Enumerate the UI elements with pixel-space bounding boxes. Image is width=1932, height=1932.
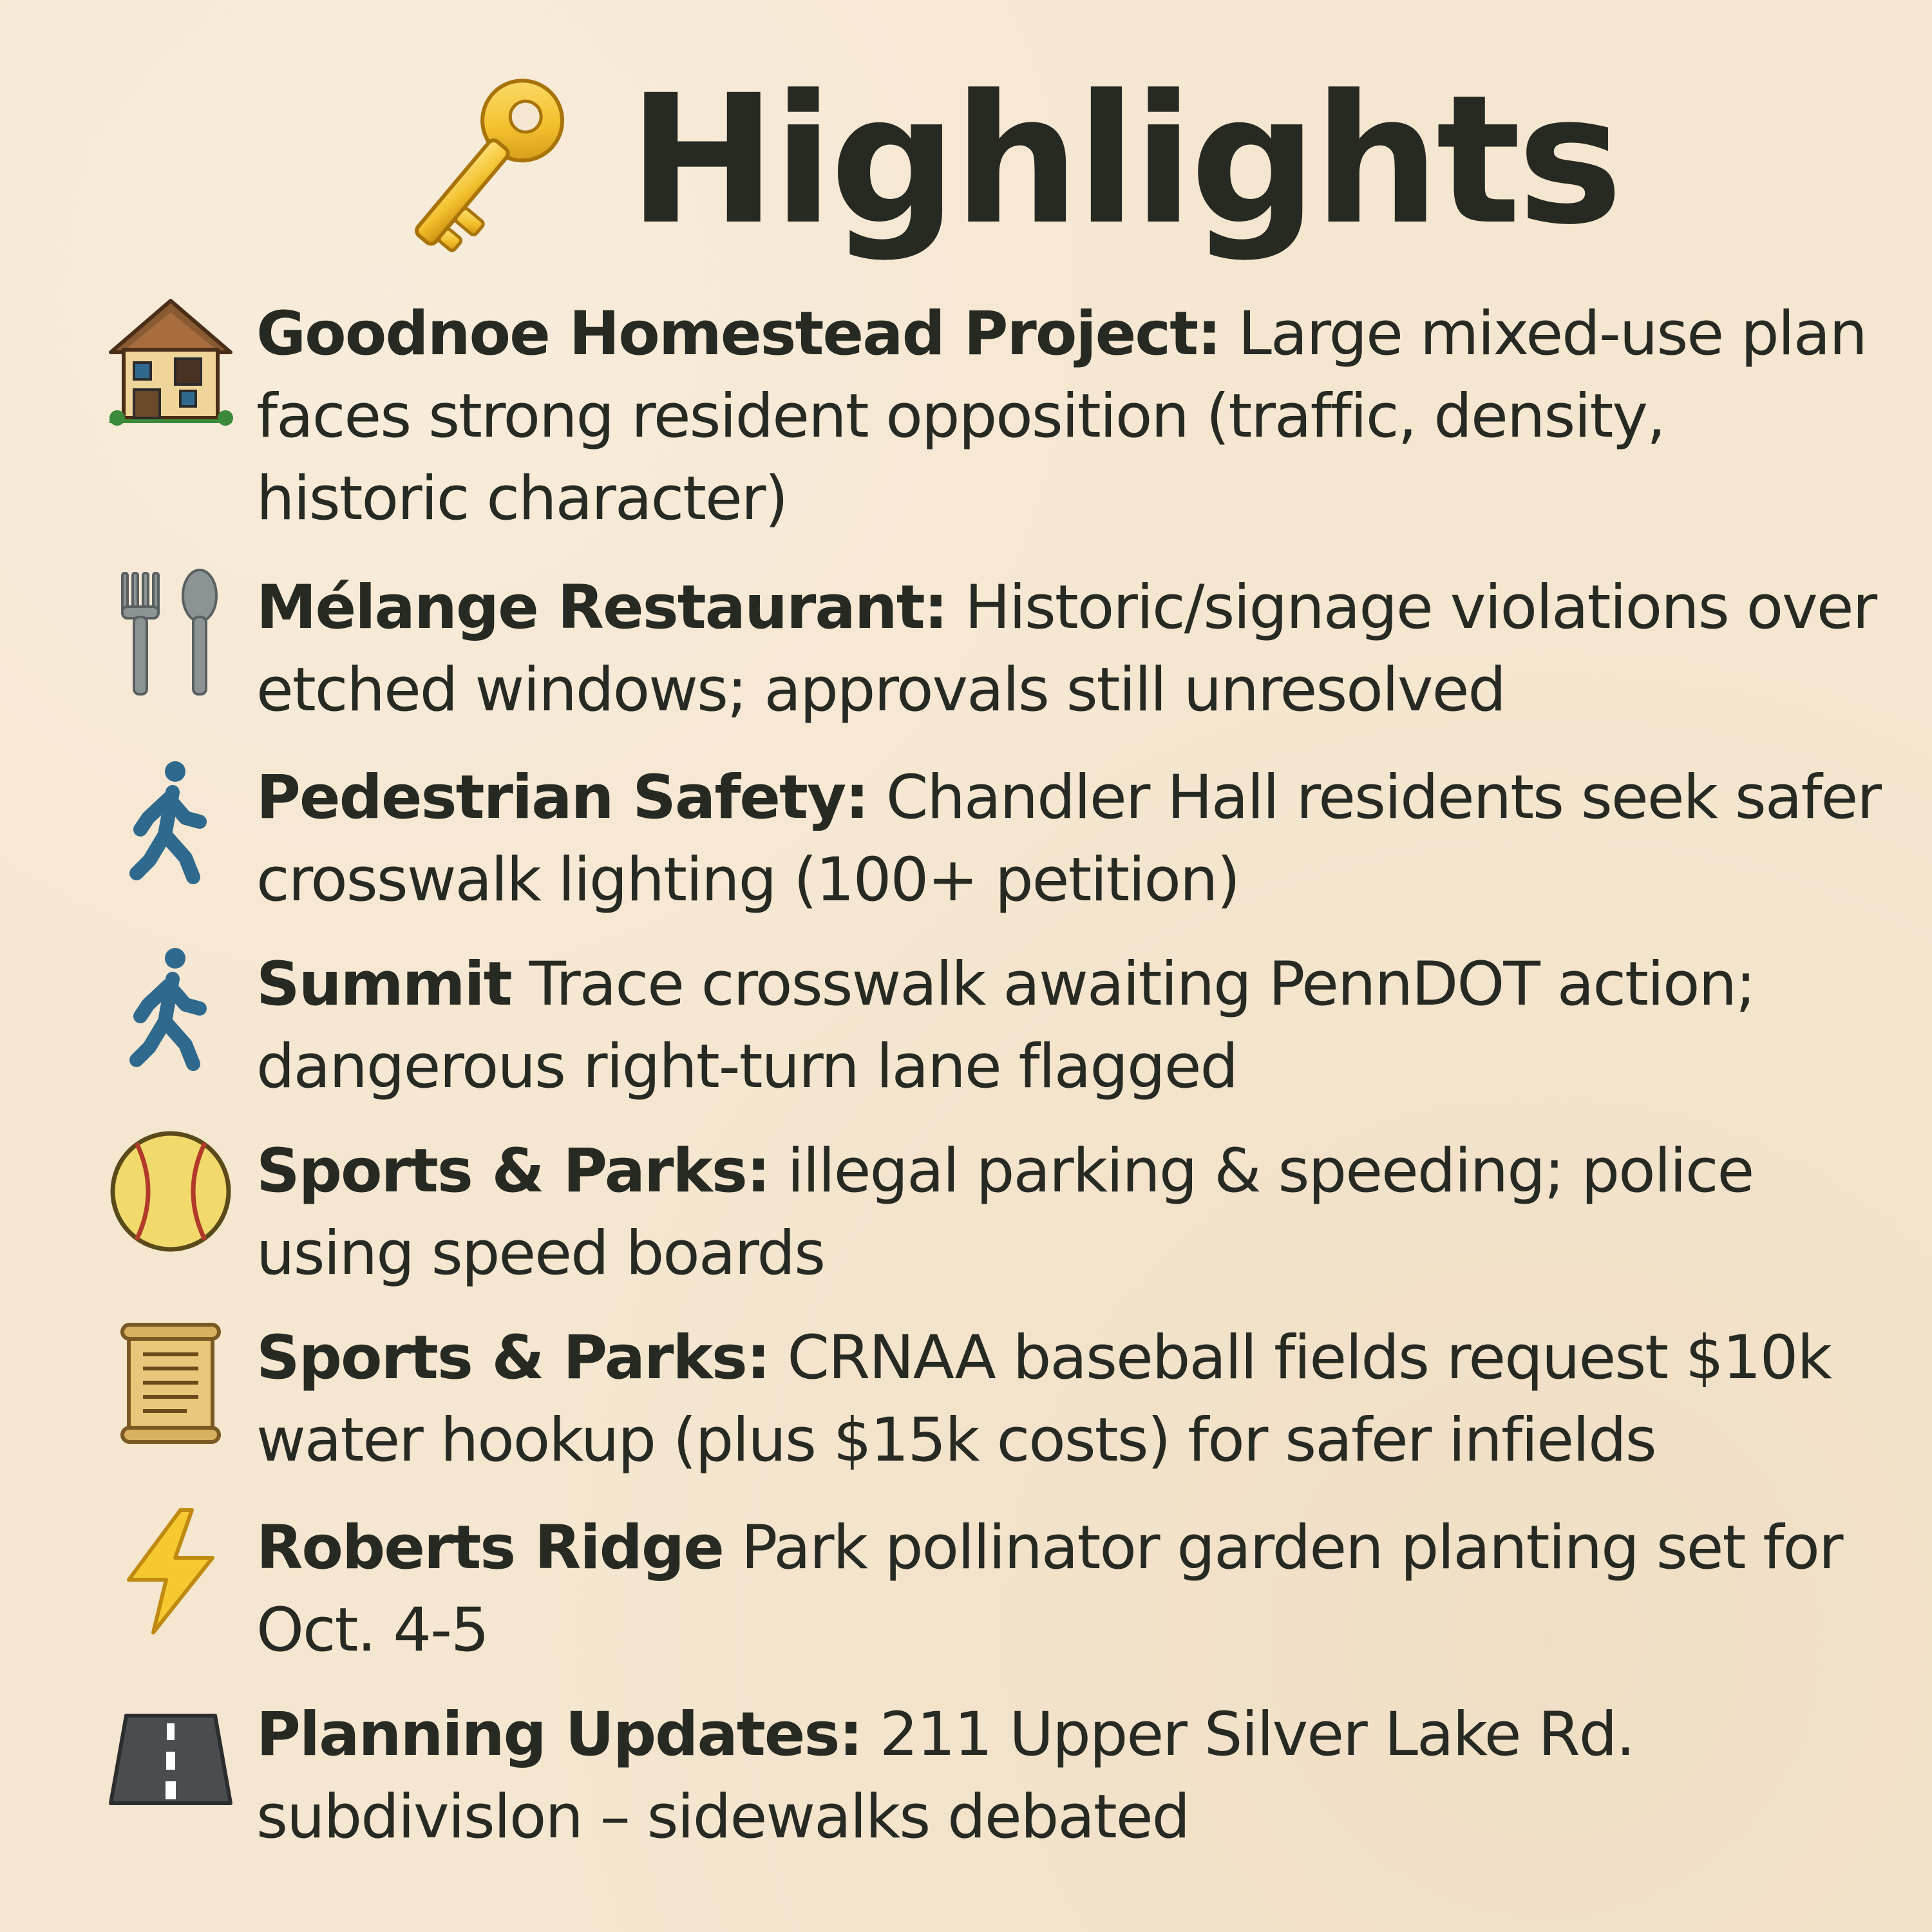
pedestrian-icon: [103, 753, 238, 889]
softball-icon: [103, 1124, 238, 1259]
list-item-text: [256, 1507, 1892, 1672]
list-item-label: Mélange Restaurant:: [256, 573, 947, 643]
list-item-text: [256, 293, 1892, 540]
pedestrian-icon: [103, 940, 238, 1075]
list-item-label: Planning Updates:: [256, 1700, 862, 1770]
list-item-text: [256, 1130, 1892, 1295]
page-title: Highlights: [628, 57, 1620, 264]
list-item-description: Park pollinator garden planting set for Oct. 4-5: [256, 1513, 1842, 1665]
list-item-description: Historic/signage violations over etched windows; approvals still unresolved: [256, 573, 1877, 725]
list-item-text: [256, 1317, 1892, 1482]
scroll-icon: [103, 1317, 238, 1452]
list-item-label: Pedestrian Safety:: [256, 762, 868, 833]
list-item-description: Chandler Hall residents seek safer crosswalk lighting (100+ petition): [256, 762, 1881, 915]
lightning-icon: [103, 1504, 238, 1639]
list-item-label: Roberts Ridge: [256, 1513, 723, 1583]
list-item-description: Large mixed-use plan faces strong resident opposition (traffic, density, historic character): [256, 299, 1866, 534]
road-icon: [103, 1687, 238, 1823]
list-item-label: Goodnoe Homestead Project:: [256, 299, 1220, 369]
list-item-text: [256, 567, 1892, 732]
list-item-text: [256, 943, 1892, 1108]
list-item-label: Summit: [256, 949, 511, 1019]
list-item-text: [256, 1694, 1892, 1859]
list-item-text: [256, 757, 1892, 922]
list-item-description: illegal parking & speeding; police using speed boards: [256, 1136, 1754, 1289]
list-item-description: 211 Upper Silver Lake Rd. subdivislon – sidewalks debated: [256, 1700, 1634, 1852]
house-icon: [103, 293, 238, 428]
list-item-description: CRNAA baseball fields request $10k water hookup (plus $15k costs) for safer infields: [256, 1323, 1831, 1475]
fork-and-spoon-icon: [103, 567, 238, 702]
list-item-label: Sports & Parks:: [256, 1136, 770, 1206]
list-item-description: Trace crosswalk awaiting PennDOT action; dangerous right-turn lane flagged: [256, 949, 1755, 1102]
list-item-label: Sports & Parks:: [256, 1323, 770, 1393]
